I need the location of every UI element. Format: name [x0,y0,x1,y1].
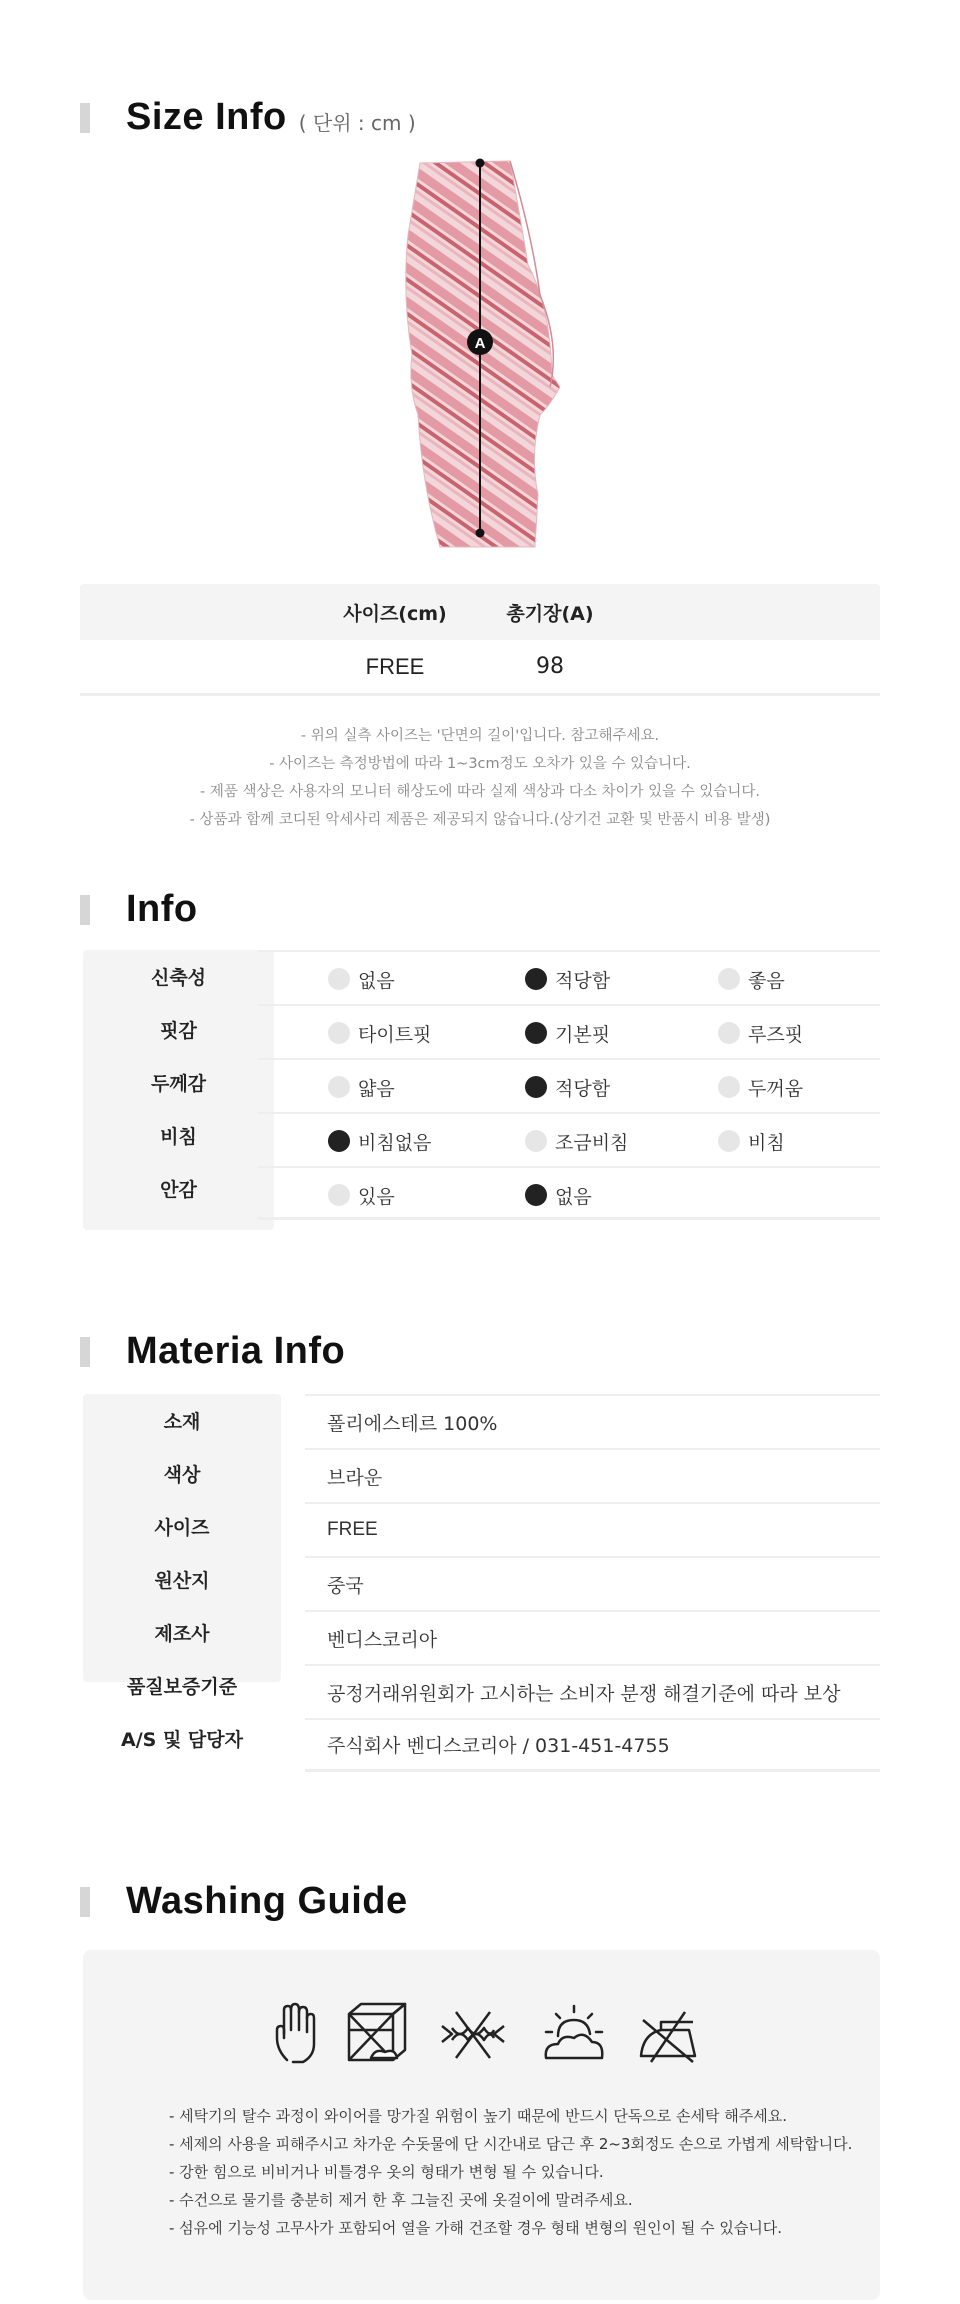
size-info-title: Size Info [126,96,287,138]
info-option: 두꺼움 [718,1060,803,1114]
material-label: A/S 및 담당자 [121,1729,243,1751]
info-option: 없음 [525,1168,592,1222]
size-unit-label: ( 단위 : cm ) [298,111,416,135]
length-col-header: 총기장(A) [506,602,594,625]
info-option: 비침 [718,1114,785,1168]
radio-dot-icon [525,1130,547,1152]
info-option: 적당함 [525,952,610,1006]
material-label: 원산지 [154,1570,210,1592]
care-icons [263,2000,703,2070]
size-col-header: 사이즈(cm) [343,602,447,625]
material-label: 소재 [163,1411,201,1433]
no-wring-icon [438,2000,508,2070]
length-value: 98 [536,654,564,679]
washing-note: - 섬유에 기능성 고무사가 포함되어 열을 가해 건조할 경우 형태 변형의 원인이 될 수 있습니다. [169,2219,783,2237]
washing-note: - 수건으로 물기를 충분히 제거 한 후 그늘진 곳에 옷걸이에 말려주세요. [169,2191,633,2209]
material-value: 중국 [305,1556,880,1610]
washing-guide-panel [83,1950,880,2300]
washing-notes [169,2102,852,2242]
radio-dot-icon [328,1184,350,1206]
info-label: 신축성 [150,967,207,989]
info-label-column [83,950,274,1230]
size-notes [80,722,880,834]
material-value: 공정거래위원회가 고시하는 소비자 분쟁 해결기준에 따라 보상 [305,1664,880,1718]
material-label-column [83,1394,281,1751]
radio-dot-icon [328,1076,350,1098]
material-label: 품질보증기준 [126,1676,238,1698]
info-option: 비침없음 [328,1114,431,1168]
washing-note: - 세제의 사용을 피해주시고 차가운 수돗물에 단 시간내로 담근 후 2~3회정도 손으로 가볍게 세탁합니다. [169,2135,853,2153]
info-option-rows [258,950,880,1220]
info-option: 조금비침 [525,1114,628,1168]
shade-dry-icon [538,2000,608,2070]
info-label: 비침 [160,1126,197,1148]
size-value: FREE [365,653,425,679]
size-note: - 위의 실측 사이즈는 '단면의 길이'입니다. 참고해주세요. [300,728,660,744]
material-value: 브라운 [305,1448,880,1502]
material-label: 사이즈 [154,1517,210,1539]
info-row-stretch [258,950,880,1004]
info-option: 없음 [328,952,395,1006]
table-row [80,640,880,696]
material-label: 제조사 [154,1623,210,1645]
material-value: 주식회사 벤디스코리아 / 031-451-4755 [305,1718,880,1772]
material-label: 색상 [163,1464,201,1486]
radio-dot-icon [718,1022,740,1044]
info-table [80,950,880,1232]
washing-note: - 강한 힘으로 비비거나 비틀경우 옷의 형태가 변형 될 수 있습니다. [169,2163,604,2181]
heading-accent-bar [80,895,90,925]
info-label: 두께감 [150,1073,207,1095]
info-option: 얇음 [328,1060,395,1114]
radio-dot-selected-icon [525,1184,547,1206]
info-label: 안감 [160,1179,197,1201]
radio-dot-icon [718,968,740,990]
heading-accent-bar [80,1887,90,1917]
size-info-heading [80,96,416,139]
info-heading [80,888,198,931]
info-label: 핏감 [160,1020,197,1042]
size-note: - 제품 색상은 사용자의 모니터 해상도에 따라 실제 색상과 다소 차이가 있을 수 있습니다. [199,784,760,800]
radio-dot-icon [328,968,350,990]
washing-note: - 세탁기의 탈수 과정이 와이어를 망가질 위험이 높기 때문에 반드시 단독으로 손세탁 해주세요. [169,2107,788,2125]
material-value-column [305,1394,880,1772]
size-table-header [80,584,880,640]
radio-dot-selected-icon [525,1076,547,1098]
washing-guide-heading [80,1880,408,1923]
radio-dot-icon [718,1076,740,1098]
info-option: 루즈핏 [718,1006,803,1060]
material-table [80,1390,880,1757]
no-tumble-dry-icon [341,2000,411,2070]
heading-accent-bar [80,103,90,133]
radio-dot-icon [718,1130,740,1152]
size-note: - 사이즈는 측정방법에 따라 1~3cm정도 오차가 있을 수 있습니다. [269,756,691,772]
info-option: 있음 [328,1168,395,1222]
info-option: 타이트핏 [328,1006,431,1060]
info-title: Info [126,888,198,930]
radio-dot-selected-icon [525,1022,547,1044]
material-value: FREE [305,1502,880,1556]
info-row-fit [258,1004,880,1058]
material-value: 벤디스코리아 [305,1610,880,1664]
info-row-lining [258,1166,880,1220]
info-option: 적당함 [525,1060,610,1114]
info-row-thickness [258,1058,880,1112]
heading-accent-bar [80,1337,90,1367]
radio-dot-selected-icon [525,968,547,990]
radio-dot-selected-icon [328,1130,350,1152]
material-info-title: Materia Info [126,1330,346,1372]
size-table [80,584,880,696]
radio-dot-icon [328,1022,350,1044]
material-value: 폴리에스테르 100% [305,1394,880,1448]
info-row-sheerness [258,1112,880,1166]
washing-guide-title: Washing Guide [126,1880,408,1922]
hand-wash-icon [263,2000,333,2070]
no-iron-icon [633,2000,703,2070]
material-info-heading [80,1330,345,1373]
size-note: - 상품과 함께 코디된 악세사리 제품은 제공되지 않습니다.(상기건 교환 및 반품시 비용 발생) [189,812,771,828]
info-option: 기본핏 [525,1006,610,1060]
measure-marker-label: A [474,334,486,352]
info-option: 좋음 [718,952,785,1006]
